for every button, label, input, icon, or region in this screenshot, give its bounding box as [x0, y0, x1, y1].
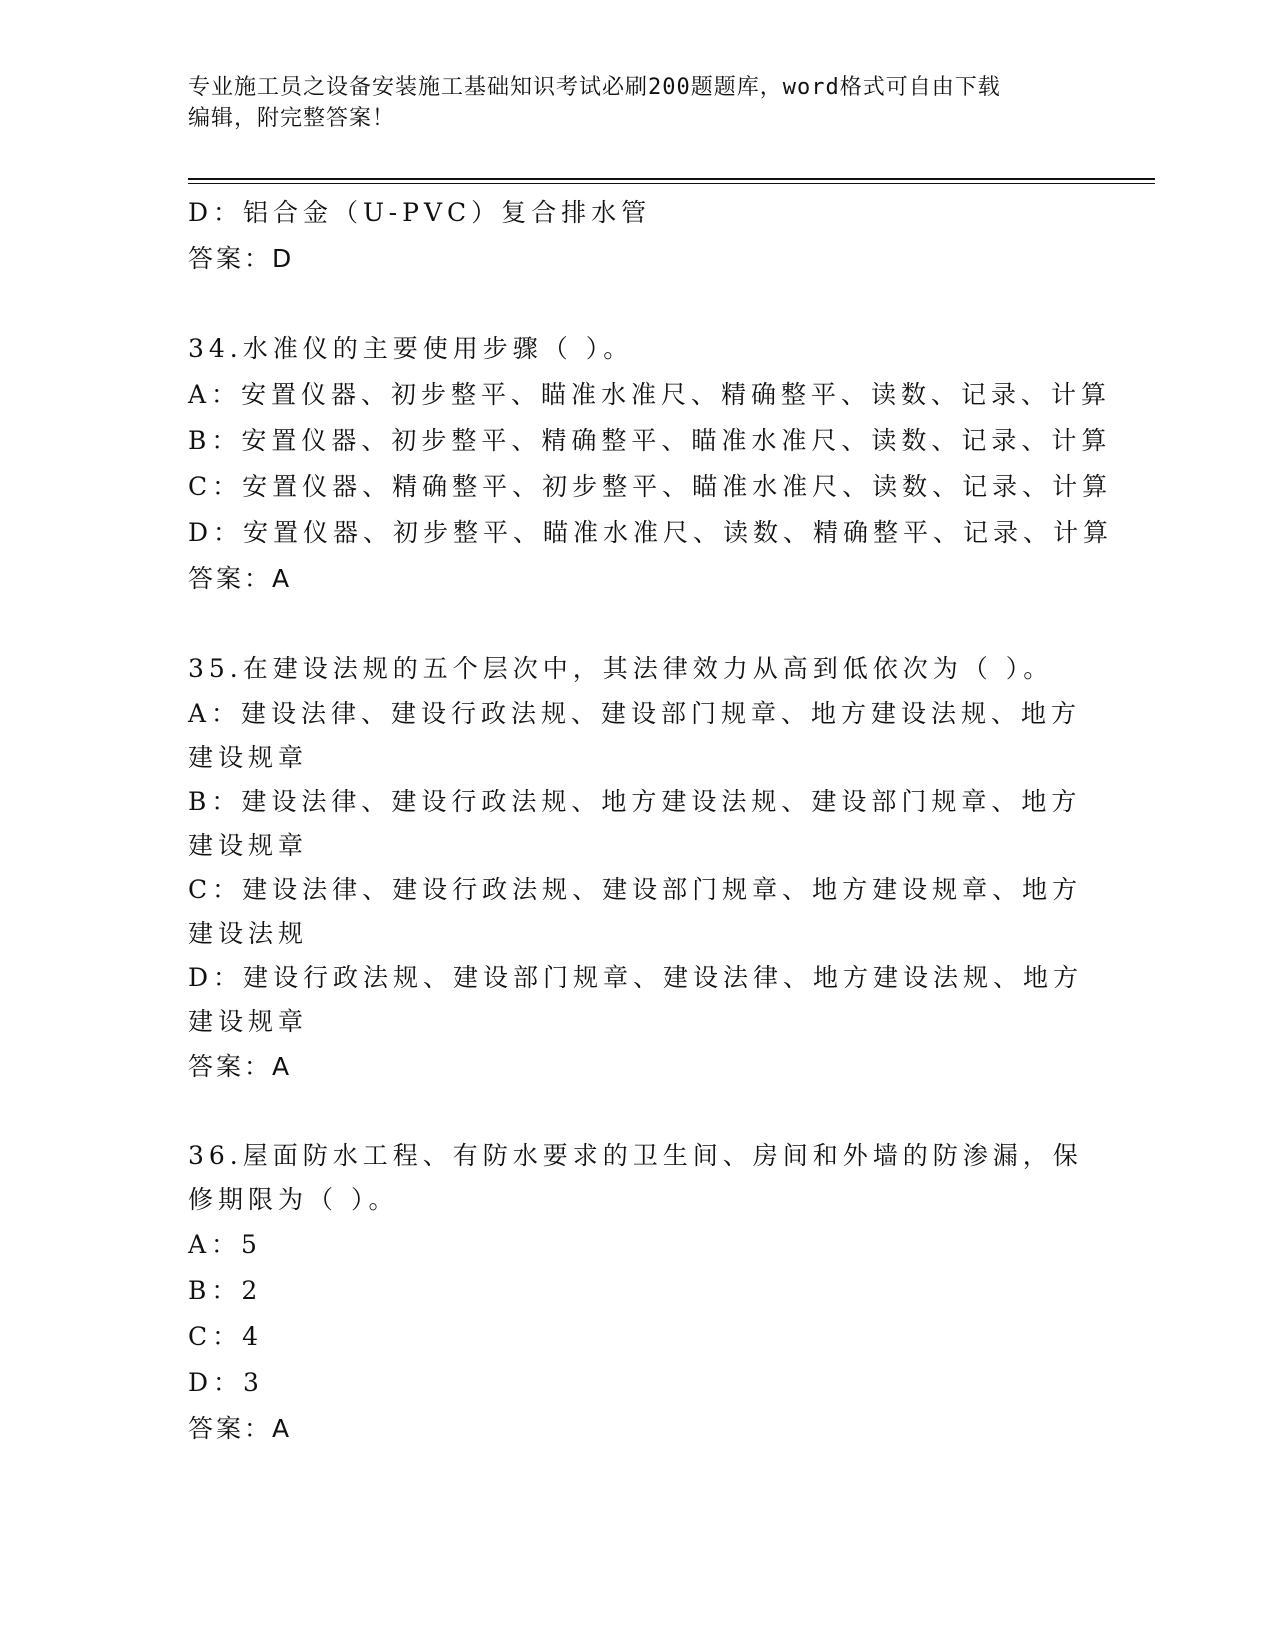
question-34-option-b: B：安置仪器、初步整平、精确整平、瞄准水准尺、读数、记录、计算 [188, 426, 1112, 455]
question-35-option-c: C：建设法律、建设行政法规、建设部门规章、地方建设规章、地方建设法规 [188, 875, 1083, 948]
question-36-option-a: A：5 [188, 1230, 262, 1259]
question-35 [188, 646, 1088, 1090]
question-35-answer: 答案：A [188, 1052, 293, 1081]
question-36-answer: 答案：A [188, 1414, 293, 1443]
question-35-stem: 35.在建设法规的五个层次中，其法律效力从高到低依次为（ ）。 [188, 654, 1054, 683]
question-35-option-d: D：建设行政法规、建设部门规章、建设法律、地方建设法规、地方建设规章 [188, 963, 1084, 1036]
question-36-option-d: D：3 [188, 1368, 264, 1397]
question-34-option-d: D：安置仪器、初步整平、瞄准水准尺、读数、精确整平、记录、计算 [188, 518, 1114, 547]
prev-option-d: D：铝合金（U-PVC）复合排水管 [188, 198, 652, 227]
question-35-option-a: A：建设法律、建设行政法规、建设部门规章、地方建设法规、地方建设规章 [188, 699, 1082, 772]
header-divider-thick [188, 178, 1155, 180]
spacer [188, 602, 1088, 646]
spacer [188, 1090, 1088, 1134]
question-36 [188, 1134, 1088, 1452]
header-line-1: 专业施工员之设备安装施工基础知识考试必刷200题题库，word格式可自由下载 [188, 75, 1001, 100]
document-header [188, 72, 1068, 134]
question-list [188, 190, 1114, 1452]
question-34-stem: 34.水准仪的主要使用步骤（ ）。 [188, 334, 634, 363]
question-34-option-a: A：安置仪器、初步整平、瞄准水准尺、精确整平、读数、记录、计算 [188, 380, 1112, 409]
header-divider-thin [188, 183, 1155, 184]
question-36-option-b: B：2 [188, 1276, 263, 1305]
header-line-2: 编辑，附完整答案！ [188, 106, 396, 131]
question-34 [188, 326, 1114, 602]
prev-answer: 答案：D [188, 244, 295, 273]
question-36-option-c: C：4 [188, 1322, 264, 1351]
question-34-answer: 答案：A [188, 564, 293, 593]
question-34-option-c: C：安置仪器、精确整平、初步整平、瞄准水准尺、读数、记录、计算 [188, 472, 1113, 501]
question-36-stem: 36.屋面防水工程、有防水要求的卫生间、房间和外墙的防渗漏，保修期限为（ ）。 [188, 1141, 1083, 1214]
question-35-option-b: B：建设法律、建设行政法规、地方建设法规、建设部门规章、地方建设规章 [188, 787, 1082, 860]
spacer [188, 282, 1088, 326]
